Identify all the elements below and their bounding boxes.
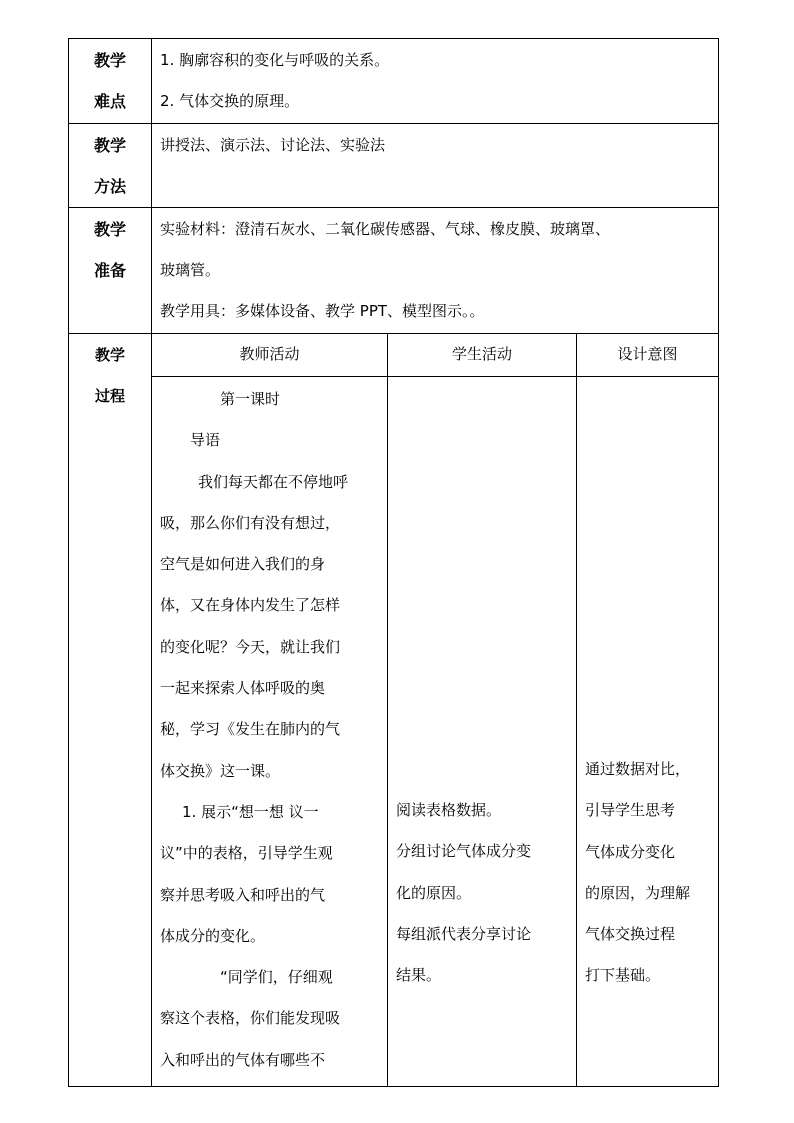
column-header-student: 学生活动 xyxy=(388,334,577,377)
teacher-line: “同学们，仔细观 xyxy=(220,968,333,987)
teacher-line: 我们每天都在不停地呼 xyxy=(198,472,349,491)
intent-line: 气体交换过程 xyxy=(585,925,676,944)
teacher-line: 秘，学习《发生在肺内的气 xyxy=(160,720,341,739)
row-header-method: 教学 方法 xyxy=(69,124,152,208)
column-header-intent: 设计意图 xyxy=(577,334,719,377)
intent-line: 引导学生思考 xyxy=(585,801,676,820)
row-teaching-difficulty xyxy=(69,39,719,124)
student-line: 每组派代表分享讨论 xyxy=(396,924,532,943)
row-process-columns xyxy=(69,334,719,377)
preparation-line: 教学用具：多媒体设备、教学 PPT、模型图示。。 xyxy=(160,302,485,320)
design-intent-cell xyxy=(577,377,719,1087)
lesson-plan-table xyxy=(68,38,719,1087)
intent-line: 的原因，为理解 xyxy=(585,883,691,902)
row-process-content xyxy=(69,377,719,1087)
row-header-process: 教学 过程 xyxy=(69,334,152,1087)
difficulty-content xyxy=(152,39,719,124)
intent-line: 打下基础。 xyxy=(585,966,661,985)
teacher-line: 的变化呢？今天，就让我们 xyxy=(160,637,341,656)
method-content xyxy=(152,124,719,208)
preparation-line: 玻璃管。 xyxy=(160,261,221,279)
row-header-preparation: 教学 准备 xyxy=(69,208,152,334)
teacher-line: 体成分的变化。 xyxy=(160,926,266,945)
row-teaching-preparation xyxy=(69,208,719,334)
teacher-line: 导语 xyxy=(190,431,221,450)
intent-line: 通过数据对比， xyxy=(585,760,691,778)
teacher-line: 体交换》这一课。 xyxy=(160,761,281,780)
teacher-line: 第一课时 xyxy=(220,390,281,408)
teacher-line: 一起来探索人体呼吸的奥 xyxy=(160,679,326,698)
student-line: 化的原因。 xyxy=(396,883,472,902)
teacher-activity-cell xyxy=(152,377,388,1087)
method-line: 讲授法、演示法、讨论法、实验法 xyxy=(160,136,386,154)
teacher-line: 议”中的表格，引导学生观 xyxy=(160,844,333,863)
difficulty-line: 1. 胸廓容积的变化与呼吸的关系。 xyxy=(160,51,390,69)
student-line: 分组讨论气体成分变 xyxy=(396,842,532,861)
teacher-line: 吸，那么你们有没有想过， xyxy=(160,513,341,532)
row-header-difficulty: 教学 难点 xyxy=(69,39,152,124)
student-activity-cell xyxy=(388,377,577,1087)
difficulty-line: 2. 气体交换的原理。 xyxy=(160,92,300,110)
teacher-line: 察这个表格，你们能发现吸 xyxy=(160,1009,341,1028)
teacher-line: 1. 展示“想一想 议一 xyxy=(182,802,319,821)
intent-line: 气体成分变化 xyxy=(585,842,676,861)
column-header-teacher: 教师活动 xyxy=(152,334,388,377)
row-teaching-method xyxy=(69,124,719,208)
teacher-line: 察并思考吸入和呼出的气 xyxy=(160,885,326,904)
preparation-line: 实验材料：澄清石灰水、二氧化碳传感器、气球、橡皮膜、玻璃罩、 xyxy=(160,220,611,238)
teacher-line: 空气是如何进入我们的身 xyxy=(160,555,326,574)
student-line: 阅读表格数据。 xyxy=(396,801,502,819)
preparation-content xyxy=(152,208,719,334)
teacher-line: 体，又在身体内发生了怎样 xyxy=(160,596,341,615)
teacher-line: 入和呼出的气体有哪些不 xyxy=(160,1050,326,1069)
student-line: 结果。 xyxy=(396,966,442,985)
